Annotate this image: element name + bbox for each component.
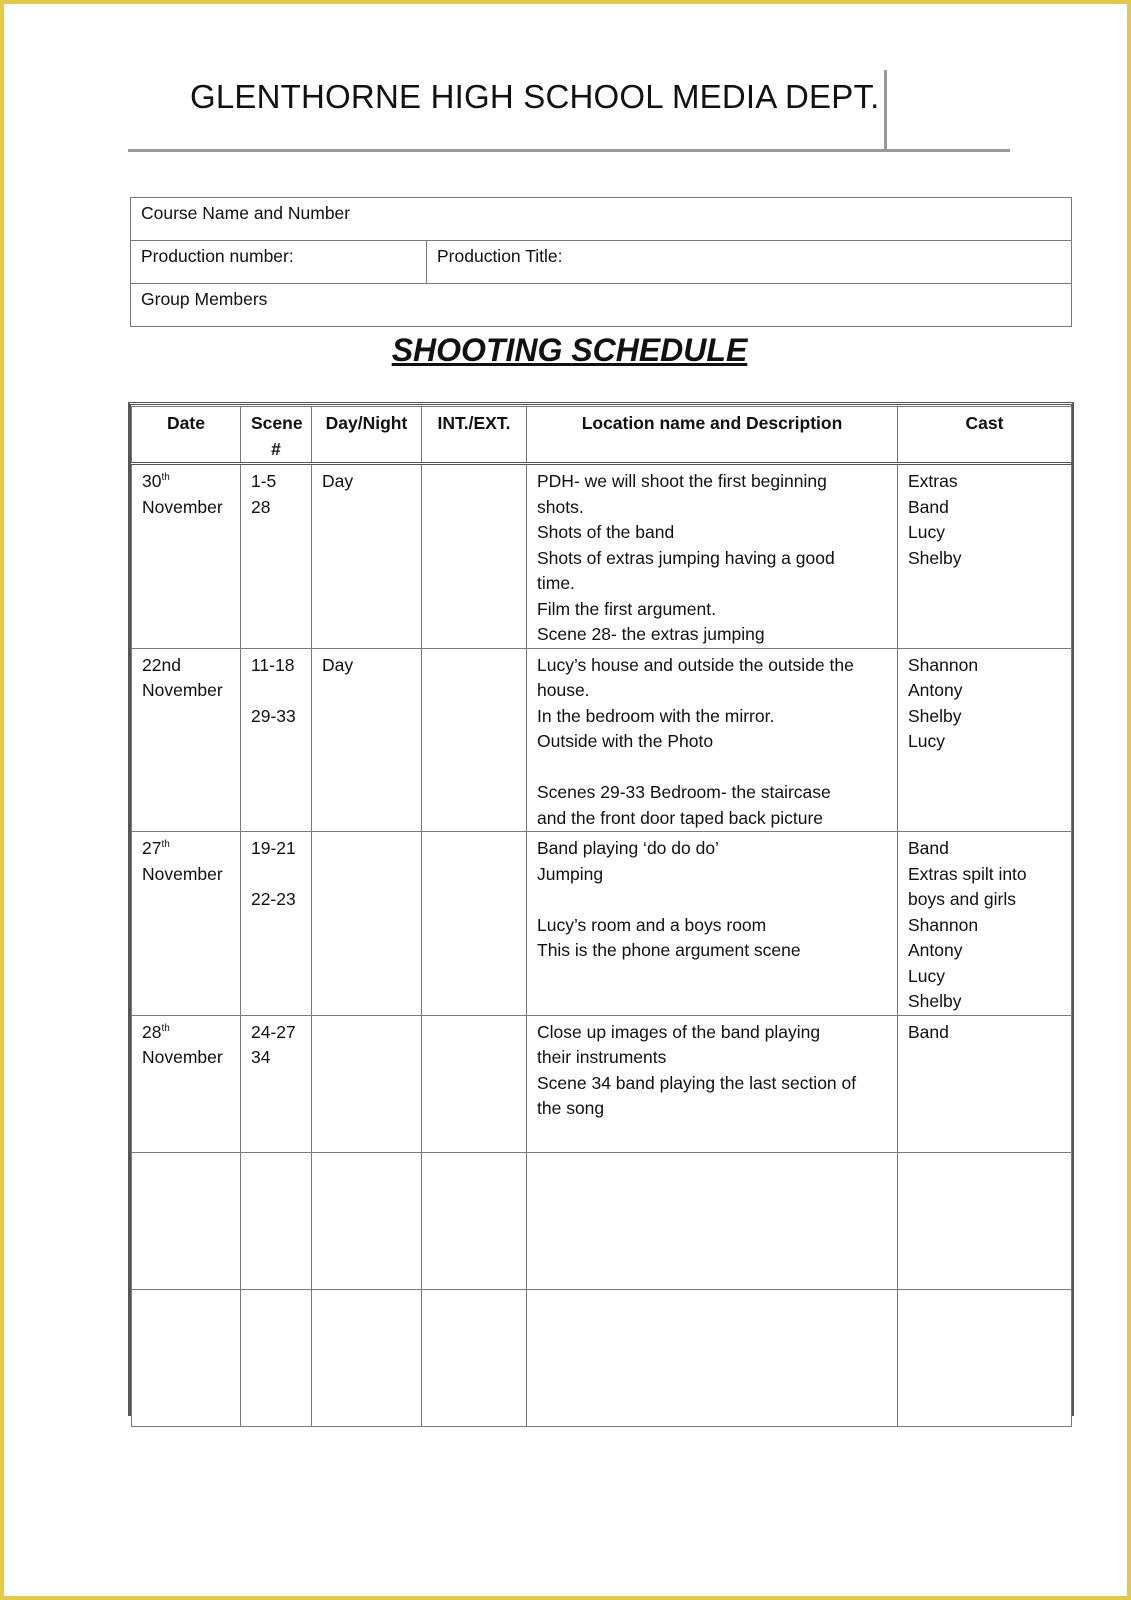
cast-member: Shelby xyxy=(908,547,962,568)
location-line: the song xyxy=(537,1098,605,1118)
table-row xyxy=(132,1015,1072,1152)
location-line: shots. xyxy=(537,496,584,517)
cast-member: Extras spilt into xyxy=(908,863,1027,884)
scene-cell[interactable] xyxy=(241,1289,312,1426)
location-line: Jumping xyxy=(537,863,604,884)
cast-cell[interactable] xyxy=(898,464,1072,649)
date-day xyxy=(142,469,230,495)
scene-number: 28 xyxy=(251,496,271,517)
location-cell[interactable] xyxy=(527,832,898,1016)
int-ext-cell[interactable] xyxy=(422,648,527,832)
location-line: Scene 34 band playing the last section of xyxy=(537,1072,857,1093)
production-title-field[interactable] xyxy=(427,241,1072,284)
cast-cell[interactable] xyxy=(898,1289,1072,1426)
day-night-cell[interactable] xyxy=(312,464,422,649)
scene-cell[interactable] xyxy=(241,832,312,1016)
location-line: Lucy’s house and outside the outside the xyxy=(537,654,854,675)
date-cell[interactable] xyxy=(132,464,241,649)
location-line: Lucy’s room and a boys room xyxy=(537,914,767,935)
day-night-cell[interactable] xyxy=(312,1152,422,1289)
schedule-title: SHOOTING SCHEDULE xyxy=(391,332,748,368)
location-cell[interactable] xyxy=(527,1152,898,1289)
location-line: Band playing ‘do do do’ xyxy=(537,838,719,858)
cast-cell[interactable] xyxy=(898,1152,1072,1289)
int-ext-cell[interactable] xyxy=(422,464,527,649)
date-month: November xyxy=(142,863,223,884)
schedule-header-row xyxy=(132,407,1072,464)
location-line: time. xyxy=(537,573,575,593)
group-members-label: Group Members xyxy=(141,289,268,309)
date-month: November xyxy=(142,680,223,700)
date-cell[interactable] xyxy=(132,1289,241,1426)
scene-number: 22-23 xyxy=(251,889,296,909)
date-day xyxy=(142,1020,230,1046)
date-day xyxy=(142,653,230,679)
date-day xyxy=(142,836,230,862)
location-cell[interactable] xyxy=(527,464,898,649)
date-ordinal-suffix: th xyxy=(161,839,170,851)
date-ordinal-suffix: th xyxy=(161,472,170,484)
location-line: This is the phone argument scene xyxy=(537,940,801,960)
date-day-number: 22nd xyxy=(142,654,181,675)
location-line: Close up images of the band playing xyxy=(537,1021,821,1042)
location-line: and the front door taped back picture xyxy=(537,807,824,828)
date-day-number: 27 xyxy=(142,838,162,858)
header-divider xyxy=(128,149,1010,152)
table-row xyxy=(132,832,1072,1016)
production-number-field[interactable] xyxy=(131,241,427,284)
cast-member: Band xyxy=(908,1021,949,1042)
scene-number: 29-33 xyxy=(251,705,296,726)
course-name-field[interactable] xyxy=(131,198,1072,241)
cast-cell[interactable] xyxy=(898,1015,1072,1152)
cast-member: Band xyxy=(908,496,949,517)
location-cell[interactable] xyxy=(527,1289,898,1426)
location-line: Shots of extras jumping having a good xyxy=(537,547,835,568)
location-line: Scene 28- the extras jumping xyxy=(537,624,765,644)
scene-number: 1-5 xyxy=(251,471,277,491)
day-night-value: Day xyxy=(322,471,354,491)
shooting-schedule-table xyxy=(131,406,1072,1427)
scene-cell[interactable] xyxy=(241,648,312,832)
location-line: house. xyxy=(537,680,590,700)
column-header-cast: Cast xyxy=(898,407,1072,464)
cast-member: Extras xyxy=(908,471,958,491)
header-vertical-divider xyxy=(884,70,887,152)
cast-member: Shelby xyxy=(908,705,962,726)
production-info-table xyxy=(130,197,1072,327)
column-header-location: Location name and Description xyxy=(527,407,898,464)
production-title-label: Production Title: xyxy=(437,246,563,266)
location-line: Shots of the band xyxy=(537,522,675,542)
cast-member: Lucy xyxy=(908,522,945,542)
location-line xyxy=(537,755,887,781)
group-members-field[interactable] xyxy=(131,284,1072,327)
location-line: PDH- we will shoot the first beginning xyxy=(537,471,827,491)
cast-member: Shelby xyxy=(908,991,962,1011)
date-ordinal-suffix: th xyxy=(161,1022,170,1034)
int-ext-cell[interactable] xyxy=(422,832,527,1016)
date-cell[interactable] xyxy=(132,832,241,1016)
course-name-label: Course Name and Number xyxy=(141,203,351,223)
day-night-cell[interactable] xyxy=(312,648,422,832)
location-line: In the bedroom with the mirror. xyxy=(537,705,775,726)
date-day-number: 28 xyxy=(142,1021,162,1042)
cast-cell[interactable] xyxy=(898,832,1072,1016)
location-line: Scenes 29-33 Bedroom- the staircase xyxy=(537,782,831,802)
cast-member: boys and girls xyxy=(908,889,1016,909)
date-month: November xyxy=(142,1047,223,1067)
location-line: Outside with the Photo xyxy=(537,731,714,751)
scene-number xyxy=(251,862,301,888)
day-night-value: Day xyxy=(322,654,354,675)
day-night-cell[interactable] xyxy=(312,832,422,1016)
scene-cell[interactable] xyxy=(241,1015,312,1152)
scene-number: 24-27 xyxy=(251,1021,296,1042)
cast-member: Shannon xyxy=(908,654,979,675)
date-month: November xyxy=(142,496,223,517)
date-cell[interactable] xyxy=(132,1015,241,1152)
cast-member: Lucy xyxy=(908,731,945,751)
date-day-number: 30 xyxy=(142,471,162,491)
department-title: GLENTHORNE HIGH SCHOOL MEDIA DEPT. xyxy=(190,78,880,115)
int-ext-cell[interactable] xyxy=(422,1289,527,1426)
scene-number xyxy=(251,678,301,704)
int-ext-cell[interactable] xyxy=(422,1015,527,1152)
location-cell[interactable] xyxy=(527,1015,898,1152)
scene-cell[interactable] xyxy=(241,464,312,649)
table-row xyxy=(132,648,1072,832)
column-header-day-night: Day/Night xyxy=(312,407,422,464)
day-night-cell[interactable] xyxy=(312,1015,422,1152)
int-ext-cell[interactable] xyxy=(422,1152,527,1289)
scene-cell[interactable] xyxy=(241,1152,312,1289)
column-header-scene: Scene # xyxy=(241,407,312,464)
scene-number: 34 xyxy=(251,1047,271,1067)
location-line xyxy=(537,887,887,913)
location-line: their instruments xyxy=(537,1047,667,1067)
table-row xyxy=(132,1289,1072,1426)
location-line: Film the first argument. xyxy=(537,598,716,619)
cast-member: Lucy xyxy=(908,965,945,986)
date-cell[interactable] xyxy=(132,648,241,832)
scene-number: 19-21 xyxy=(251,838,296,858)
production-number-label: Production number: xyxy=(141,246,294,266)
cast-member: Shannon xyxy=(908,914,979,935)
column-header-int-ext: INT./EXT. xyxy=(422,407,527,464)
table-row xyxy=(132,1152,1072,1289)
cast-member: Band xyxy=(908,838,949,858)
day-night-cell[interactable] xyxy=(312,1289,422,1426)
table-row xyxy=(132,464,1072,649)
cast-member: Antony xyxy=(908,680,963,700)
location-cell[interactable] xyxy=(527,648,898,832)
cast-member: Antony xyxy=(908,940,963,960)
scene-number: 11-18 xyxy=(251,654,295,675)
column-header-date: Date xyxy=(132,407,241,464)
date-cell[interactable] xyxy=(132,1152,241,1289)
cast-cell[interactable] xyxy=(898,648,1072,832)
